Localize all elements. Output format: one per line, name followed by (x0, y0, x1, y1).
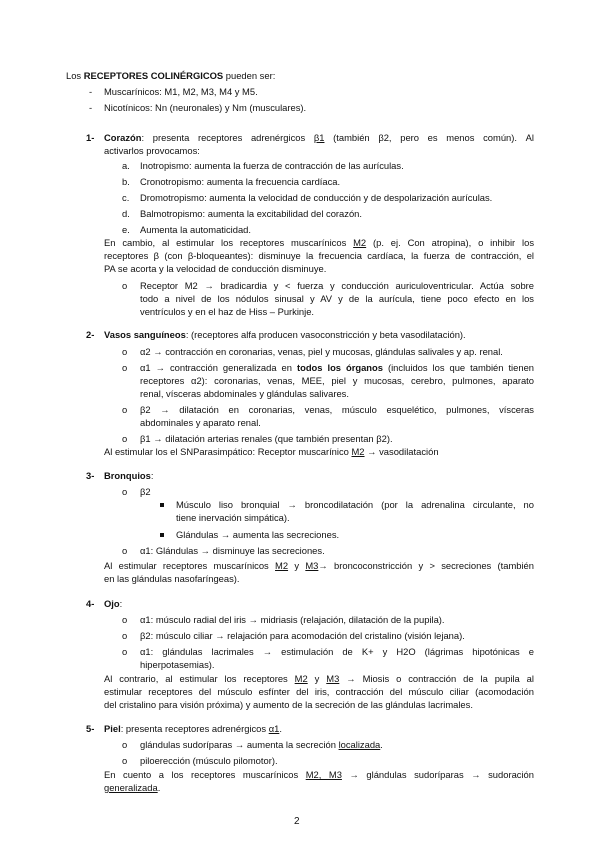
sub-bullet-line: α2 → contracción en coronarias, venas, piel y mucosas, glándulas salivales y ap. renal. (140, 346, 503, 357)
sub-bullet-line: β2 → dilatación en coronarias, venas, músculo esquelético, pulmones, vísceras (140, 404, 534, 415)
paragraph-line: En cuento a los receptores muscarínicos M2, M3 → glándulas sudoríparas → sudoración (104, 769, 534, 780)
list-marker: d. (122, 208, 130, 219)
section-1-intro-line: activarlos provocamos: (104, 145, 200, 156)
paragraph-line: estimular receptores del músculo esfínter del iris, contracción del músculo ciliar (acomodación (104, 686, 534, 697)
section-1-heading: Corazón: presenta receptores adrenérgicos β1 (también β2, pero es menos común). Al (104, 132, 534, 143)
square-bullet (160, 503, 164, 507)
circle-bullet: o (122, 646, 128, 657)
paragraph-line: Al contrario, al estimular los receptores M2 y M3 → Miosis o contracción de la pupila al (104, 673, 534, 684)
paragraph-line: del cristalino para visión próxima) y aumento de la secreción de las glándulas lacrimales. (104, 699, 473, 710)
circle-bullet: o (122, 280, 128, 291)
sub-bullet-line: α1: glándulas lacrimales → estimulación de K+ y H2O (lágrimas hipotónicas e (140, 646, 534, 657)
sub-bullet-line: β2 (140, 486, 151, 497)
list-marker: e. (122, 224, 130, 235)
square-bullet (160, 533, 164, 537)
circle-bullet: o (122, 404, 128, 415)
sub-bullet-line: β2: músculo ciliar → relajación para acomodación del cristalino (visión lejana). (140, 630, 465, 641)
circle-bullet: o (122, 362, 128, 373)
sub-sub-bullet-line: Músculo liso bronquial → broncodilatación (por la adrenalina circulante, no (176, 499, 534, 510)
paragraph-line: Al estimular receptores muscarínicos M2 y M3→ broncoconstricción y > secreciones (también (104, 560, 534, 571)
sub-bullet-line: α1 → contracción generalizada en todos los órganos (incluidos los que también tienen (140, 362, 534, 373)
dash-bullet: - (89, 102, 93, 113)
sub-bullet-line: receptores α2): coronarias, venas, MEE, piel y mucosas, cerebro, pulmones, aparato (140, 375, 534, 386)
section-3-heading: Bronquios: (104, 470, 154, 481)
circle-bullet: o (122, 486, 128, 497)
paragraph-line: en las glándulas nasofaríngeas). (104, 573, 240, 584)
circle-bullet: o (122, 433, 128, 444)
sub-sub-bullet-line: tiene inervación simpática). (176, 512, 290, 523)
list-item: Dromotropismo: aumenta la velocidad de conducción y de despolarización aurículas. (140, 192, 493, 203)
paragraph-line: En cambio, al estimular los receptores muscarínicos M2 (p. ej. Con atropina), o inhibir los (104, 237, 535, 248)
list-marker: c. (122, 192, 130, 203)
intro-item-nicotinic: Nicotínicos: Nn (neuronales) y Nm (musculares). (104, 102, 307, 113)
section-5-number: 5- (86, 723, 95, 734)
circle-bullet: o (122, 614, 128, 625)
sub-sub-bullet-line: Glándulas → aumenta las secreciones. (176, 529, 340, 540)
sub-bullet-line: glándulas sudoríparas → aumenta la secreción localizada. (140, 739, 383, 750)
section-3-number: 3- (86, 470, 95, 481)
circle-bullet: o (122, 545, 128, 556)
section-1-number: 1- (86, 132, 95, 143)
sub-bullet-line: α1: músculo radial del iris → midriasis (relajación, dilatación de la pupila). (140, 614, 445, 625)
sub-bullet-line: α1: Glándulas → disminuye las secreciones. (140, 545, 325, 556)
sub-bullet-line: piloerección (músculo pilomotor). (140, 755, 278, 766)
paragraph-line: generalizada. (104, 782, 161, 793)
intro-item-muscarinic: Muscarínicos: M1, M2, M3, M4 y M5. (104, 86, 258, 97)
list-marker: b. (122, 176, 130, 187)
sub-bullet-line: abdominales y aparato renal. (140, 417, 261, 428)
section-4-number: 4- (86, 598, 95, 609)
dash-bullet: - (89, 86, 93, 97)
list-item: Inotropismo: aumenta la fuerza de contracción de las aurículas. (140, 160, 404, 171)
list-item: Aumenta la automaticidad. (140, 224, 252, 235)
sub-bullet-line: hiperpotasemias). (140, 659, 215, 670)
circle-bullet: o (122, 755, 128, 766)
circle-bullet: o (122, 346, 128, 357)
section-4-heading: Ojo: (104, 598, 123, 609)
section-2-heading: Vasos sanguíneos: (receptores alfa producen vasoconstricción y beta vasodilatación). (104, 329, 466, 340)
paragraph-line: receptores β (con β-bloqueantes): disminuye la frecuencia cardíaca, la fuerza de contracción, el (104, 250, 534, 261)
sub-bullet-line: todo a nivel de los nódulos sinusal y AV y de la aurícula, tiene poco efecto en los (140, 293, 534, 304)
circle-bullet: o (122, 630, 128, 641)
sub-bullet-line: Receptor M2 → bradicardia y < fuerza y conducción auriculoventricular. Actúa sobre (140, 280, 534, 291)
paragraph-line: Al estimular los el SNParasimpático: Receptor muscarínico M2 → vasodilatación (104, 446, 439, 457)
section-2-number: 2- (86, 329, 95, 340)
sub-bullet-line: ventrículos y en el haz de Hiss – Purkinje. (140, 306, 315, 317)
page-number: 2 (294, 816, 300, 827)
sub-bullet-line: renal, vísceras abdominales y glándulas salivares. (140, 388, 349, 399)
list-item: Balmotropismo: aumenta la excitabilidad del corazón. (140, 208, 362, 219)
section-5-heading: Piel: presenta receptores adrenérgicos α1. (104, 723, 282, 734)
list-item: Cronotropismo: aumenta la frecuencia cardíaca. (140, 176, 341, 187)
intro-heading: Los RECEPTORES COLINÉRGICOS pueden ser: (66, 70, 276, 81)
sub-bullet-line: β1 → dilatación arterias renales (que también presentan β2). (140, 433, 393, 444)
list-marker: a. (122, 160, 130, 171)
circle-bullet: o (122, 739, 128, 750)
paragraph-line: PA se acorta y la velocidad de conducción disminuye. (104, 263, 327, 274)
